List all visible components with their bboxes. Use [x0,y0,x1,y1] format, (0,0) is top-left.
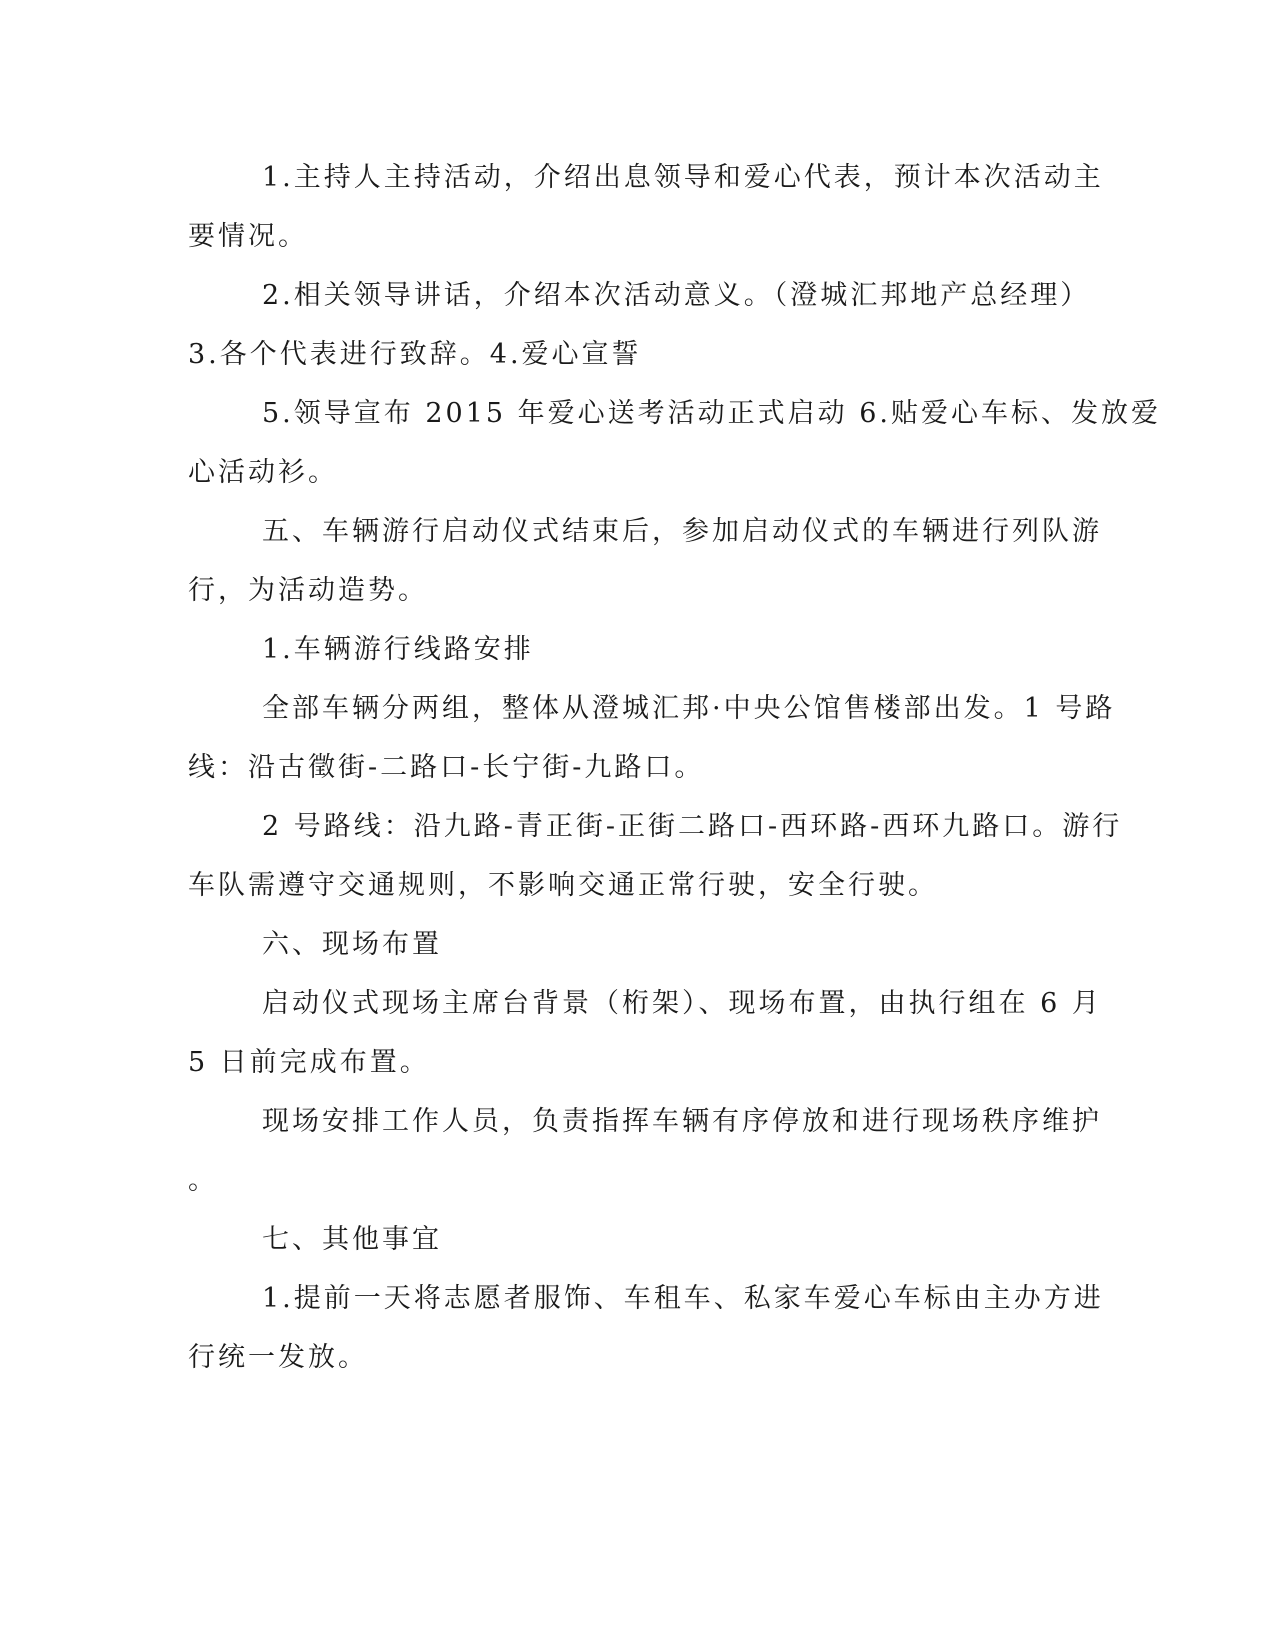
text-line: 心活动衫。 [188,457,338,488]
text-line: 行，为活动造势。 [188,575,428,606]
section-heading-6: 六、现场布置 [262,929,442,960]
text-line: 车队需遵守交通规则，不影响交通正常行驶，安全行驶。 [188,870,938,901]
text-line: 要情况。 [188,221,308,252]
text-line: 全部车辆分两组，整体从澄城汇邦·中央公馆售楼部出发。1 号路 [262,693,1116,724]
section-heading-7: 七、其他事宜 [262,1224,442,1255]
text-line: 现场安排工作人员，负责指挥车辆有序停放和进行现场秩序维护 [262,1106,1102,1137]
text-line: 1.主持人主持活动，介绍出息领导和爱心代表，预计本次活动主 [262,162,1104,193]
text-line: 启动仪式现场主席台背景（桁架）、现场布置，由执行组在 6 月 [262,988,1102,1019]
text-line: 1.车辆游行线路安排 [262,634,534,665]
text-line: 1.提前一天将志愿者服饰、车租车、私家车爱心车标由主办方进 [262,1283,1104,1314]
text-line: 2 号路线：沿九路-青正街-正街二路口-西环路-西环九路口。游行 [262,811,1123,842]
text-line: 。 [188,1165,218,1196]
text-line: 2.相关领导讲话，介绍本次活动意义。（澄城汇邦地产总经理） [262,280,1091,311]
section-heading-5: 五、车辆游行启动仪式结束后，参加启动仪式的车辆进行列队游 [262,516,1102,547]
text-line: 线：沿古徵街-二路口-长宁街-九路口。 [188,752,705,783]
text-line: 3.各个代表进行致辞。4.爱心宣誓 [188,339,642,370]
text-line: 5 日前完成布置。 [188,1047,430,1078]
text-line: 5.领导宣布 2015 年爱心送考活动正式启动 6.贴爱心车标、发放爱 [262,398,1161,429]
text-line: 行统一发放。 [188,1342,368,1373]
